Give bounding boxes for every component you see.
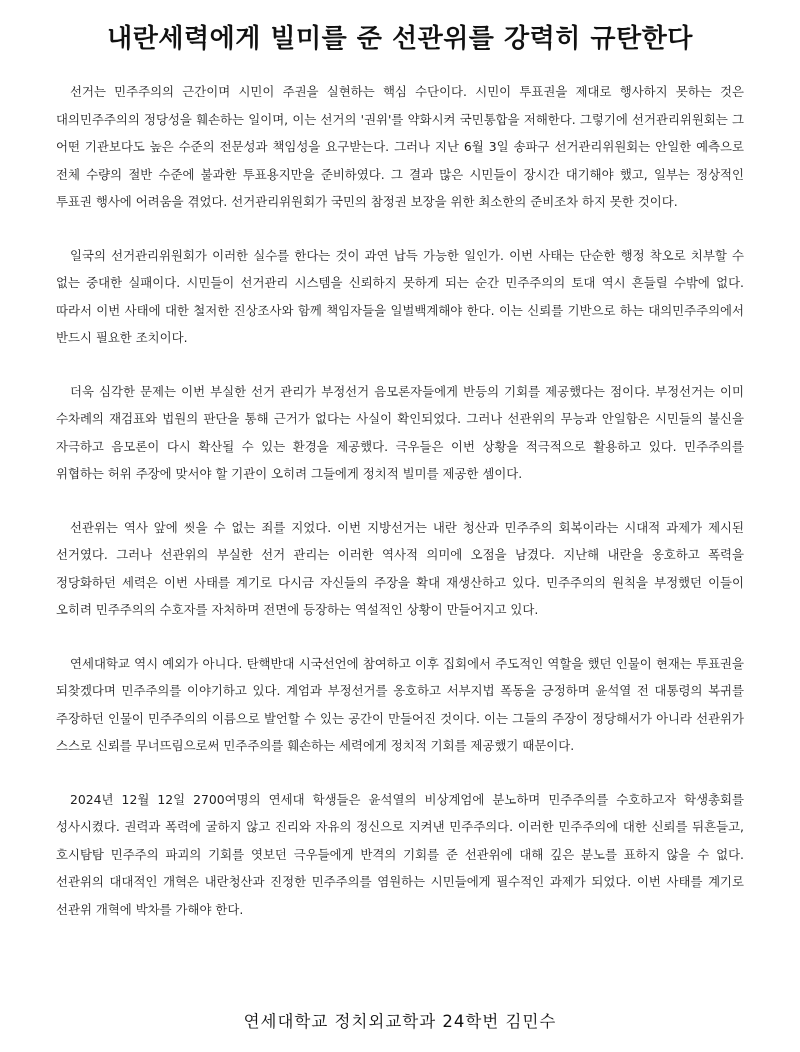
paragraph-2: 일국의 선거관리위원회가 이러한 실수를 한다는 것이 과연 납득 가능한 일인가. 이번 사태는 단순한 행정 착오로 치부할 수 없는 중대한 실패이다. 시민들이 선거관리 시스템을 신뢰하지 못하게 되는 순간 민주주의의 토대 역시 흔들릴 수밖에 없다. 따라서 이번 사태에 대한 철저한 진상조사와 함께 책임자들을 일벌백계해야 한다. 이는 신뢰를 기반으로 하는 대의민주주의에서 반드시 필요한 조치이다. [56, 247, 744, 345]
paragraph-6: 2024년 12월 12일 2700여명의 연세대 학생들은 윤석열의 비상계엄에 분노하며 민주주의를 수호하고자 학생총회를 성사시켰다. 권력과 폭력에 굴하지 않고 진리와 자유의 정신으로 지켜낸 민주주의다. 이러한 민주주의에 대한 신뢰를 뒤흔들고, 호시탐탐 민주주의 파괴의 기회를 엿보던 극우들에게 반격의 기회를 준 선관위에 대해 깊은 분노를 표하지 않을 수 없다. 선관위의 대대적인 개혁은 내란청산과 진정한 민주주의를 염원하는 시민들에게 필수적인 과제가 되었다. 이번 사태를 계기로 선관위 개혁에 박차를 가해야 한다. [56, 791, 744, 917]
paragraph-5: 연세대학교 역시 예외가 아니다. 탄핵반대 시국선언에 참여하고 이후 집회에서 주도적인 역할을 했던 인물이 현재는 투표권을 되찾겠다며 민주주의를 이야기하고 있다. 계엄과 부정선거를 옹호하고 서부지법 폭동을 긍정하며 윤석열 전 대통령의 복귀를 주장하던 인물이 민주주의의 이름으로 발언할 수 있는 공간이 만들어진 것이다. 이는 그들의 주장이 정당해서가 아니라 선관위가 스스로 신뢰를 무너뜨림으로써 민주주의를 훼손하는 세력에게 정치적 기회를 제공했기 때문이다. [56, 655, 744, 753]
paragraph-3: 더욱 심각한 문제는 이번 부실한 선거 관리가 부정선거 음모론자들에게 반등의 기회를 제공했다는 점이다. 부정선거는 이미 수차례의 재검표와 법원의 판단을 통해 근거가 없다는 사실이 확인되었다. 그러나 선관위의 무능과 안일함은 시민들의 불신을 자극하고 음모론이 다시 확산될 수 있는 환경을 제공했다. 극우들은 이번 상황을 적극적으로 활용하고 있다. 민주주의를 위협하는 허위 주장에 맞서야 할 기관이 오히려 그들에게 정치적 빌미를 제공한 셈이다. [56, 383, 744, 481]
document-title: 내란세력에게 빌미를 준 선관위를 강력히 규탄한다 [107, 24, 693, 54]
paragraph-1: 선거는 민주주의의 근간이며 시민이 주권을 실현하는 핵심 수단이다. 시민이 투표권을 제대로 행사하지 못하는 것은 대의민주주의의 정당성을 훼손하는 일이며, 이는 선거의 '권위'를 약화시켜 국민통합을 저해한다. 그렇기에 선거관리위원회는 그 어떤 기관보다도 높은 수준의 전문성과 책임성을 요구받는다. 그러나 지난 6월 3일 송파구 선거관리위원회는 안일한 예측으로 전체 수량의 절반 수준에 불과한 투표용지만을 준비하였다. 그 결과 많은 시민들이 장시간 대기해야 했고, 일부는 정상적인 투표권 행사에 어려움을 겪었다. 선거관리위원회가 국민의 참정권 보장을 위한 최소한의 준비조차 하지 못한 것이다. [56, 84, 744, 209]
author-signature: 연세대학교 정치외교학과 24학번 김민수 [243, 1012, 557, 1031]
document-body [56, 78, 744, 923]
paragraph-4: 선관위는 역사 앞에 씻을 수 없는 죄를 지었다. 이번 지방선거는 내란 청산과 민주주의 회복이라는 시대적 과제가 제시된 선거였다. 그러나 선관위의 부실한 선거 관리는 이러한 역사적 의미에 오점을 남겼다. 지난해 내란을 옹호하고 폭력을 정당화하던 세력은 이번 사태를 계기로 다시금 자신들의 주장을 확대 재생산하고 있다. 민주주의의 원칙을 부정했던 이들이 오히려 민주주의의 수호자를 자처하며 전면에 등장하는 역설적인 상황이 만들어지고 있다. [56, 519, 744, 617]
